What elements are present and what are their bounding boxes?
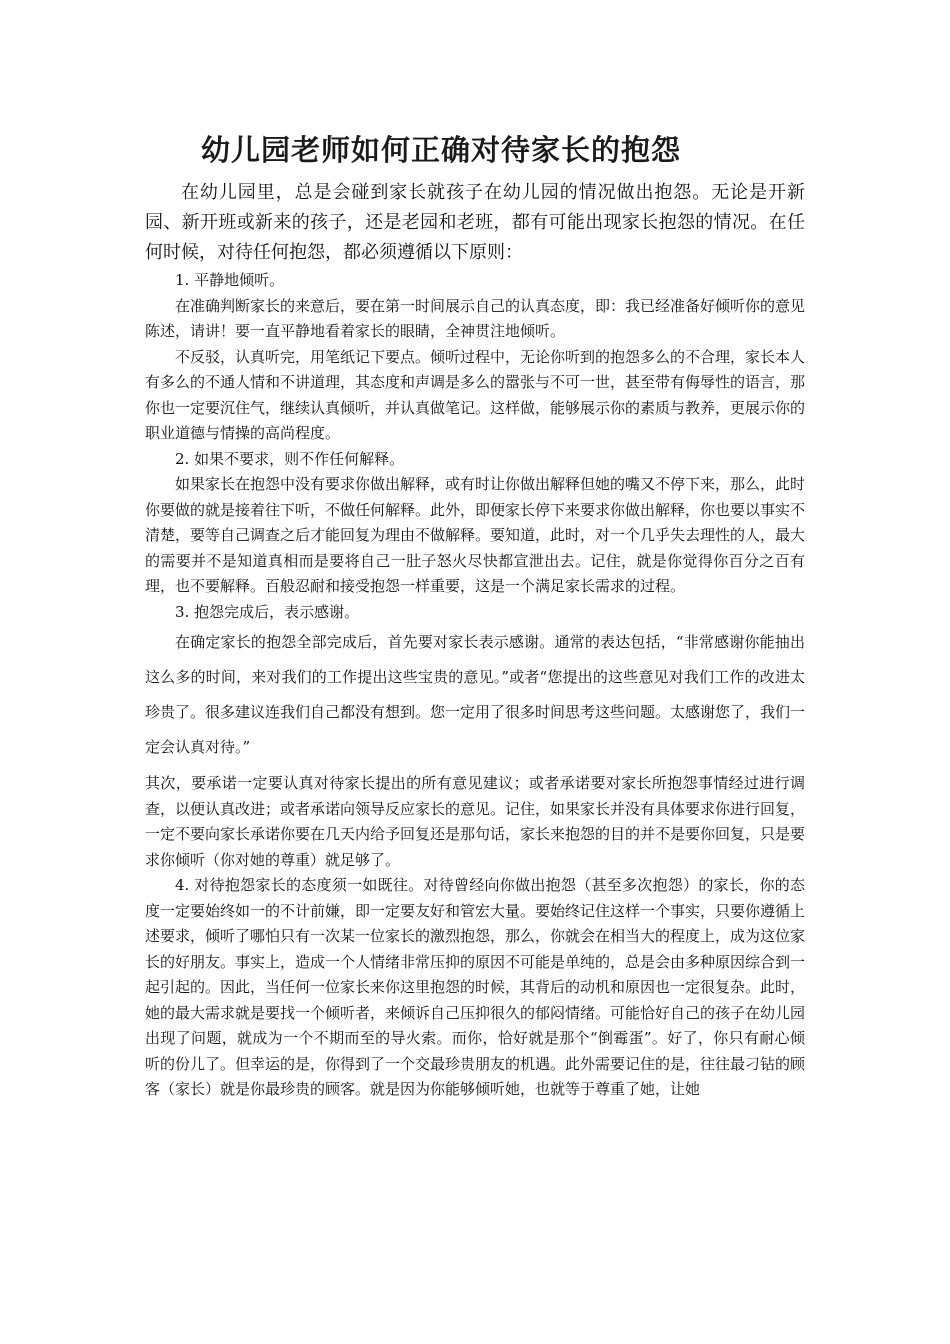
section-heading-2: 2. 如果不要求，则不作任何解释。: [175, 449, 405, 468]
document-title: 幼儿园老师如何正确对待家长的抱怨: [201, 133, 682, 167]
section-heading-1: 1. 平静地倾听。: [175, 271, 285, 289]
body-paragraph: 在准确判断家长的来意后，要在第一时间展示自己的认真态度，即：我已经准备好倾听你的意见陈述，请讲！要一直平静地看着家长的眼睛，全神贯注地倾听。: [145, 296, 806, 340]
intro-paragraph: 在幼儿园里，总是会碰到家长就孩子在幼儿园的情况做出抱怨。无论是开新园、新开班或新来的孩子，还是老园和老班，都有可能出现家长抱怨的情况。在任何时候，对待任何抱怨，都必须遵循以下原则：: [145, 182, 805, 263]
body-paragraph-quote: 在确定家长的抱怨全部完成后，首先要对家长表示感谢。通常的表达包括，“非常感谢你能抽出这么多的时间，来对我们的工作提出这些宝贵的意见。”或者“您提出的这些意见对我们工作的改进太珍贵了。很多建议连我们自己都没有想到。您一定用了很多时间思考这些问题。太感谢您了，我们一定会认真对待。”: [145, 633, 806, 756]
body-paragraph: 如果家长在抱怨中没有要求你做出解释，或有时让你做出解释但她的嘴又不停下来，那么，此时你要做的就是接着往下听，不做任何解释。此外，即便家长停下来要求你做出解释，你也要以事实不清楚，要等自己调查之后才能回复为理由不做解释。要知道，此时，对一个几乎失去理性的人，最大的需要并不是知道真相而是要将自己一肚子怒火尽快都宣泄出去。记住，就是你觉得你百分之百有理，也不要解释。百般忍耐和接受抱怨一样重要，这是一个满足家长需求的过程。: [145, 475, 806, 595]
body-paragraph: 其次，要承诺一定要认真对待家长提出的所有意见建议；或者承诺要对家长所抱怨事情经过进行调查，以便认真改进；或者承诺向领导反应家长的意见。记住，如果家长并没有具体要求你进行回复，一定不要向家长承诺你要在几天内给予回复还是那句话，家长来抱怨的目的并不是要你回复，只是要求你倾听（你对她的尊重）就足够了。: [145, 774, 806, 869]
section-paragraph-4: 4. 对待抱怨家长的态度须一如既往。对待曾经向你做出抱怨（甚至多次抱怨）的家长，你的态度一定要始终如一的不计前嫌，即一定要友好和管宏大量。要始终记住这样一个事实，只要你遵循上述要求，倾听了哪怕只有一次某一位家长的激烈抱怨，那么，你就会在相当大的程度上，成为这位家长的好朋友。事实上，造成一个人情绪非常压抑的原因不可能是单纯的，总是会由多种原因综合到一起引起的。因此，当任何一位家长来你这里抱怨的时候，其背后的动机和原因也一定很复杂。此时，她的最大需求就是要找一个倾听者，来倾诉自己压抑很久的郁闷情绪。可能恰好自己的孩子在幼儿园出现了问题，就成为一个不期而至的导火索。而你，恰好就是那个“倒霉蛋”。好了，你只有耐心倾听的份儿了。但幸运的是，你得到了一个交最珍贵朋友的机遇。此外需要记住的是，往往最刁钻的顾客（家长）就是你最珍贵的顾客。就是因为你能够倾听她，也就等于尊重了她，让她: [145, 876, 806, 1098]
document-page: [145, 128, 805, 1103]
body-paragraph: 不反驳，认真听完，用笔纸记下要点。倾听过程中，无论你听到的抱怨多么的不合理，家长本人有多么的不通人情和不讲道理，其态度和声调是多么的嚣张与不可一世，甚至带有侮辱性的语言，那你也一定要沉住气，继续认真倾听，并认真做笔记。这样做，能够展示你的素质与教养，更展示你的职业道德与情操的高尚程度。: [145, 347, 806, 442]
section-heading-3: 3. 抱怨完成后，表示感谢。: [175, 602, 360, 621]
